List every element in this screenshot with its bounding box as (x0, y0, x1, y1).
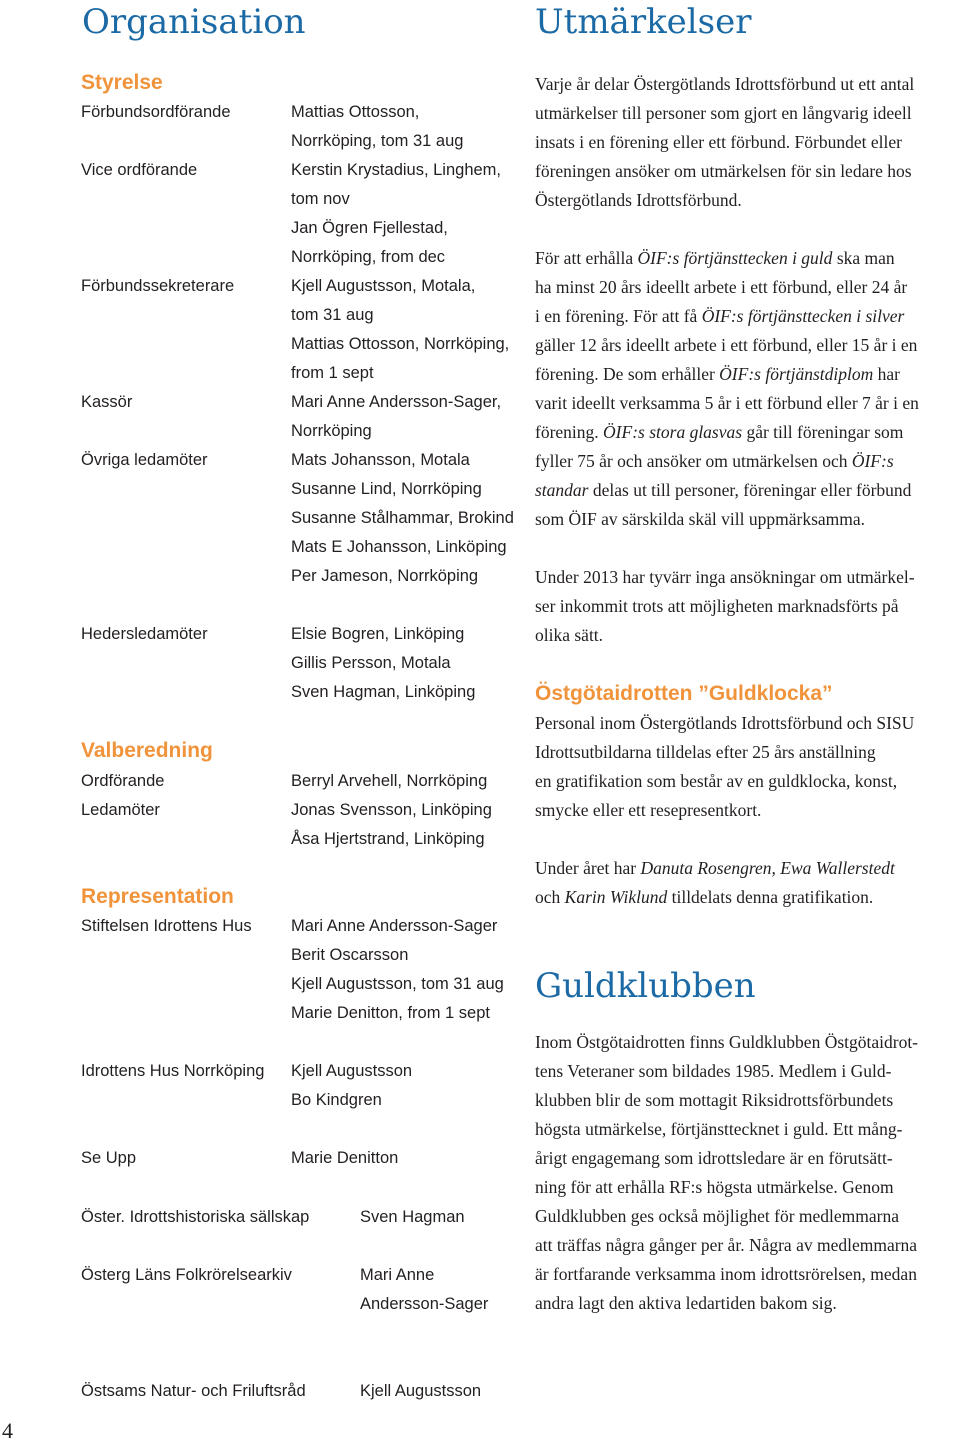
role-label: Östsams Natur- och Friluftsråd (81, 1382, 306, 1400)
utmarkelser-title: Utmärkelser (535, 2, 752, 42)
role-label: Öster. Idrottshistoriska sällskap (81, 1208, 310, 1226)
award-diplom-name: ÖIF:s förtjänstdiplom (719, 364, 874, 384)
role-label: Förbundssekreterare (81, 277, 235, 295)
person-value: Sven Hagman, Linköping (291, 683, 476, 701)
guldklocka-recipients-line: Under året har Danuta Rosengren, Ewa Wallerstedt (535, 858, 895, 878)
role-label: Förbundsordförande (81, 103, 231, 121)
awards-line: förening. De som erhåller ÖIF:s förtjänstdiplom har (535, 364, 901, 384)
note-line: olika sätt. (535, 625, 604, 645)
person-value: Bo Kindgren (291, 1091, 382, 1109)
person-value: Gillis Persson, Motala (291, 654, 451, 672)
person-value: Susanne Stålhammar, Brokind (291, 509, 514, 527)
person-value: Kjell Augustsson (360, 1382, 482, 1400)
person-value: Mattias Ottosson, (291, 103, 420, 121)
award-standar-name-part: standar (535, 480, 589, 500)
valberedning-heading: Valberedning (81, 739, 213, 762)
person-value: Mattias Ottosson, Norrköping, (291, 335, 510, 353)
person-value: Kjell Augustsson, Motala, (291, 277, 476, 295)
intro-line: Östergötlands Idrottsförbund. (535, 190, 742, 210)
guldklubben-line: klubben blir de som mottagit Riksidrottsförbundets (535, 1090, 894, 1110)
organisation-title: Organisation (82, 2, 306, 42)
person-value: Berit Oscarsson (291, 946, 409, 964)
person-value: tom 31 aug (291, 306, 374, 324)
person-value: from 1 sept (291, 364, 374, 382)
guldklubben-line: högsta utmärkelse, förtjänsttecknet i guld. Ett mång- (535, 1119, 903, 1139)
guldklubben-line: andra lagt den aktiva ledartiden bakom sig. (535, 1293, 837, 1313)
person-value: Norrköping, tom 31 aug (291, 132, 464, 150)
person-value: Kjell Augustsson, tom 31 aug (291, 975, 504, 993)
awards-line: som ÖIF av särskilda skäl vill uppmärksamma. (535, 509, 866, 529)
note-line: Under 2013 har tyvärr inga ansökningar om utmärkel- (535, 567, 915, 587)
person-value: Elsie Bogren, Linköping (291, 625, 465, 643)
award-glasvas-name: ÖIF:s stora glasvas (603, 422, 743, 442)
person-value: Per Jameson, Norrköping (291, 567, 479, 585)
role-label: Idrottens Hus Norrköping (81, 1062, 265, 1080)
awards-line: För att erhålla ÖIF:s förtjänsttecken i guld ska man (535, 248, 895, 268)
award-guld-name: ÖIF:s förtjänsttecken i guld (637, 248, 833, 268)
award-standar-name-part: ÖIF:s (851, 451, 894, 471)
representation-heading: Representation (81, 885, 234, 908)
award-silver-name: ÖIF:s förtjänsttecken i silver (701, 306, 905, 326)
guldklubben-line: årigt engagemang som idrottsledare är en förutsätt- (535, 1148, 893, 1168)
guldklubben-line: att träffas några gånger per år. Några av medlemmarna (535, 1235, 918, 1255)
guldklocka-line: en gratifikation som består av en guldklocka, konst, (535, 771, 898, 791)
intro-line: Varje år delar Östergötlands Idrottsförbund ut ett antal (535, 74, 915, 94)
person-value: Jonas Svensson, Linköping (291, 801, 492, 819)
recipient-names: Karin Wiklund (564, 887, 668, 907)
note-line: ser inkommit trots att möjligheten marknadsförts på (535, 596, 899, 616)
awards-line: ha minst 20 års ideellt arbete i ett förbund, eller 24 år (535, 277, 908, 297)
person-value: Mats E Johansson, Linköping (291, 538, 507, 556)
person-value: Kjell Augustsson (291, 1062, 413, 1080)
person-value: Jan Ögren Fjellestad, (291, 219, 448, 237)
awards-line: standar delas ut till personer, föreningar eller förbund (535, 480, 912, 500)
guldklocka-line: Personal inom Östergötlands Idrottsförbund och SISU (535, 713, 915, 733)
recipient-names: Danuta Rosengren, Ewa Wallerstedt (640, 858, 895, 878)
guldklubben-line: Guldklubben ges också möjlighet för medlemmarna (535, 1206, 900, 1226)
person-value: Mari Anne Andersson-Sager, (291, 393, 502, 411)
guldklocka-line: smycke eller ett resepresentkort. (535, 800, 762, 820)
role-label: Österg Läns Folkrörelsearkiv (81, 1266, 292, 1284)
person-value: Norrköping, from dec (291, 248, 446, 266)
role-label: Vice ordförande (81, 161, 198, 179)
styrelse-heading: Styrelse (81, 71, 163, 94)
awards-line: gäller 12 års ideellt arbete i ett förbund, eller 15 år i en (535, 335, 918, 355)
guldklocka-line: Idrottsutbildarna tilldelas efter 25 års anställning (535, 742, 876, 762)
person-value: Kerstin Krystadius, Linghem, (291, 161, 502, 179)
role-label: Ordförande (81, 772, 165, 790)
role-label: Stiftelsen Idrottens Hus (81, 917, 252, 935)
person-value: Norrköping (291, 422, 372, 440)
awards-line: i en förening. För att få ÖIF:s förtjänsttecken i silver (535, 306, 905, 326)
guldklubben-line: är fortfarande verksamma inom idrottsrörelsen, medan (535, 1264, 917, 1284)
person-value: Mari Anne Andersson-Sager (291, 917, 498, 935)
intro-line: föreningen ansöker om utmärkelsen för sin ledare hos (535, 161, 912, 181)
person-value: Berryl Arvehell, Norrköping (291, 772, 488, 790)
role-label: Se Upp (81, 1149, 137, 1167)
person-value: Sven Hagman (360, 1208, 465, 1226)
person-value: Åsa Hjertstrand, Linköping (291, 830, 485, 848)
guldklocka-heading: Östgötaidrotten ”Guldklocka” (535, 682, 833, 705)
person-value: Marie Denitton (291, 1149, 399, 1167)
person-value: tom nov (291, 190, 350, 208)
guldklubben-line: ning för att erhålla RF:s högsta utmärkelse. Genom (535, 1177, 894, 1197)
role-label: Hedersledamöter (81, 625, 208, 643)
guldklocka-recipients-line: och Karin Wiklund tilldelats denna gratifikation. (535, 887, 874, 907)
person-value: Andersson-Sager (360, 1295, 489, 1313)
page-number: 4 (2, 1418, 13, 1443)
guldklubben-line: tens Veteraner som bildades 1985. Medlem i Guld- (535, 1061, 892, 1081)
role-label: Ledamöter (81, 801, 160, 819)
awards-line: förening. ÖIF:s stora glasvas går till föreningar som (535, 422, 904, 442)
person-value: Mats Johansson, Motala (291, 451, 470, 469)
awards-line: fyller 75 år och ansöker om utmärkelsen och ÖIF:s (535, 451, 894, 471)
intro-line: utmärkelser till personer som gjort en långvarig ideell (535, 103, 912, 123)
guldklubben-title: Guldklubben (535, 966, 756, 1006)
person-value: Mari Anne (360, 1266, 435, 1284)
person-value: Susanne Lind, Norrköping (291, 480, 482, 498)
role-label: Övriga ledamöter (81, 451, 208, 469)
person-value: Marie Denitton, from 1 sept (291, 1004, 490, 1022)
guldklubben-line: Inom Östgötaidrotten finns Guldklubben Östgötaidrot- (535, 1032, 919, 1052)
intro-line: insats i en förening eller ett förbund. Förbundet eller (535, 132, 902, 152)
role-label: Kassör (81, 393, 133, 411)
awards-line: varit ideellt verksamma 5 år i ett förbund eller 7 år i en (535, 393, 919, 413)
